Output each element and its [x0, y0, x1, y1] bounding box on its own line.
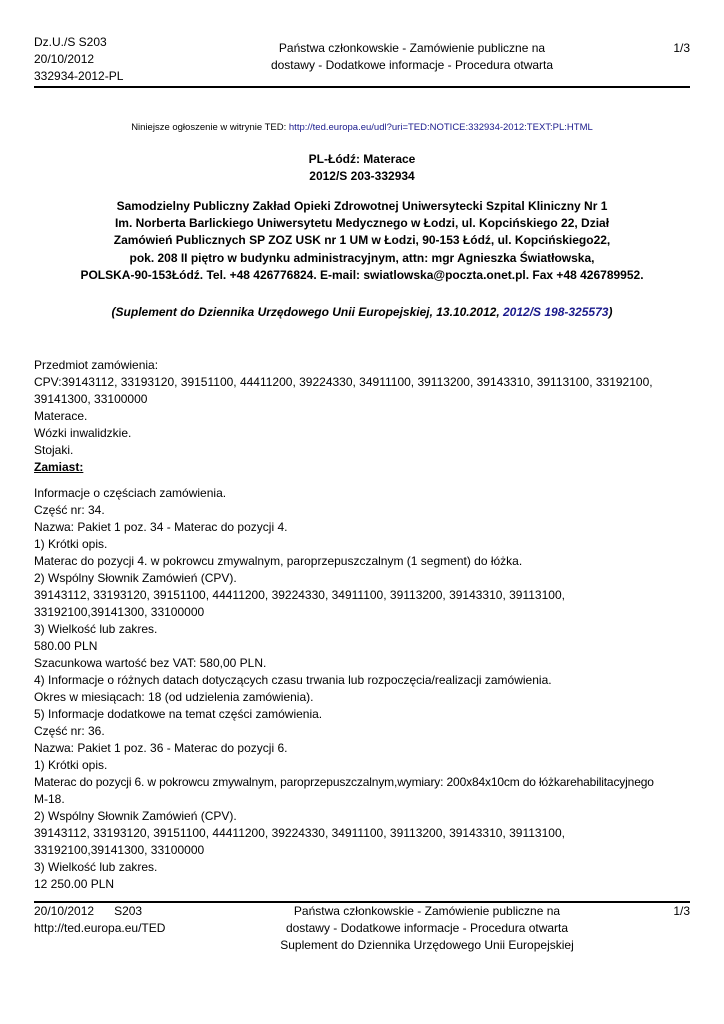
footer-url: http://ted.europa.eu/TED — [34, 921, 166, 935]
body-line: 5) Informacje dodatkowe na temat części zamówienia. — [34, 707, 323, 721]
header-doc-ref: Dz.U./S S203 — [34, 35, 107, 49]
spacer — [34, 476, 690, 485]
authority-line4: pok. 208 II piętro w budynku administracyjnym, attn: mgr Agnieszka Światłowska, — [129, 250, 595, 265]
body-line: Część nr: 34. — [34, 503, 105, 517]
header-page-number: 1/3 — [673, 41, 690, 55]
header-divider — [34, 86, 690, 88]
footer-page-number: 1/3 — [673, 904, 690, 918]
notice-title-line2: 2012/S 203-332934 — [309, 169, 415, 183]
body-line: 1) Krótki opis. — [34, 758, 108, 772]
ted-notice — [34, 122, 690, 134]
footer-series: S203 — [114, 904, 143, 918]
body-line: Nazwa: Pakiet 1 poz. 36 - Materac do pozycji 6. — [34, 741, 288, 755]
subject-item: Wózki inwalidzkie. — [34, 426, 132, 440]
authority-line3: Zamówień Publicznych SP ZOZ USK nr 1 UM w Łodzi, 90-153 Łódź, ul. Kopcińskiego22, — [113, 233, 611, 248]
header-notice-id: 332934-2012-PL — [34, 69, 124, 83]
body-line: Materac do pozycji 6. w pokrowcu zmywalnym, paroprzepuszczalnym,wymiary: 200x84x10cm do łóżkarehabilitacyjnego — [34, 775, 654, 789]
supplement-prefix: (Suplement do Dziennika Urzędowego Unii Europejskiej, 13.10.2012, — [111, 305, 503, 319]
notice-body — [34, 357, 690, 893]
footer-left — [34, 903, 214, 937]
notice-title-line1: PL-Łódź: Materace — [308, 152, 416, 166]
body-line: 2) Wspólny Słownik Zamówień (CPV). — [34, 809, 237, 823]
supplement-reference — [34, 304, 690, 320]
footer-title-line2: dostawy - Dodatkowe informacje - Procedura otwarta — [285, 921, 569, 935]
footer-date: 20/10/2012 — [34, 904, 95, 918]
contracting-authority — [60, 198, 664, 284]
footer-title — [214, 903, 640, 954]
body-line: 39143112, 33193120, 39151100, 44411200, 39224330, 34911100, 39113200, 39143310, 39113100, — [34, 588, 565, 602]
body-line: M-18. — [34, 792, 65, 806]
subject-label: Przedmiot zamówienia: — [34, 358, 159, 372]
subject-item: Stojaki. — [34, 443, 74, 457]
body-line: 33192100,39141300, 33100000 — [34, 843, 205, 857]
body-line: 3) Wielkość lub zakres. — [34, 622, 158, 636]
body-line: 33192100,39141300, 33100000 — [34, 605, 205, 619]
body-line: Nazwa: Pakiet 1 poz. 34 - Materac do pozycji 4. — [34, 520, 288, 534]
footer-title-line1: Państwa członkowskie - Zamówienie publiczne na — [293, 904, 561, 918]
notice-title — [34, 151, 690, 185]
cpv-line: CPV:39143112, 33193120, 39151100, 44411200, 39224330, 34911100, 39113200, 39143310, 39113100, 33192100, — [34, 375, 653, 389]
body-line: 3) Wielkość lub zakres. — [34, 860, 158, 874]
authority-line2: Im. Norberta Barlickiego Uniwersytetu Medycznego w Łodzi, ul. Kopcińskiego 22, Dział — [114, 216, 610, 231]
body-line: Materac do pozycji 4. w pokrowcu zmywalnym, paroprzepuszczalnym (1 segment) do łóżka. — [34, 554, 523, 568]
body-line: 12 250.00 PLN — [34, 877, 115, 891]
body-line: Część nr: 36. — [34, 724, 105, 738]
header-left — [34, 34, 184, 85]
header-date: 20/10/2012 — [34, 52, 95, 66]
body-line: 1) Krótki opis. — [34, 537, 108, 551]
ted-notice-link[interactable]: http://ted.europa.eu/udl?uri=TED:NOTICE:332934-2012:TEXT:PL:HTML — [288, 122, 593, 133]
body-line: 4) Informacje o różnych datach dotyczących czasu trwania lub rozpoczęcia/realizacji zamówienia. — [34, 673, 552, 687]
body-line: 2) Wspólny Słownik Zamówień (CPV). — [34, 571, 237, 585]
body-line: Okres w miesiącach: 18 (od udzielenia zamówienia). — [34, 690, 314, 704]
body-line: Informacje o częściach zamówienia. — [34, 486, 227, 500]
body-line: 39143112, 33193120, 39151100, 44411200, 39224330, 34911100, 39113200, 39143310, 39113100, — [34, 826, 565, 840]
body-line: Szacunkowa wartość bez VAT: 580,00 PLN. — [34, 656, 267, 670]
header-title — [184, 40, 640, 74]
ted-notice-prefix: Niniejsze ogłoszenie w witrynie TED: — [131, 122, 289, 133]
cpv-line: 39141300, 33100000 — [34, 392, 148, 406]
page-footer — [34, 903, 690, 963]
header-title-line1: Państwa członkowskie - Zamówienie publiczne na — [278, 41, 546, 55]
subject-item: Materace. — [34, 409, 88, 423]
authority-line5: POLSKA-90-153Łódź. Tel. +48 426776824. E-mail: swiatlowska@poczta.onet.pl. Fax +48 426789952. — [80, 267, 644, 282]
header-title-line2: dostawy - Dodatkowe informacje - Procedura otwarta — [270, 58, 554, 72]
supplement-link[interactable]: 2012/S 198-325573 — [503, 305, 609, 319]
instead-heading: Zamiast: — [34, 460, 84, 474]
authority-line1: Samodzielny Publiczny Zakład Opieki Zdrowotnej Uniwersytecki Szpital Kliniczny Nr 1 — [116, 199, 608, 213]
supplement-suffix: ) — [608, 305, 613, 319]
body-line: 580.00 PLN — [34, 639, 98, 653]
footer-title-line3: Suplement do Dziennika Urzędowego Unii Europejskiej — [280, 938, 574, 952]
page-header — [34, 34, 690, 88]
